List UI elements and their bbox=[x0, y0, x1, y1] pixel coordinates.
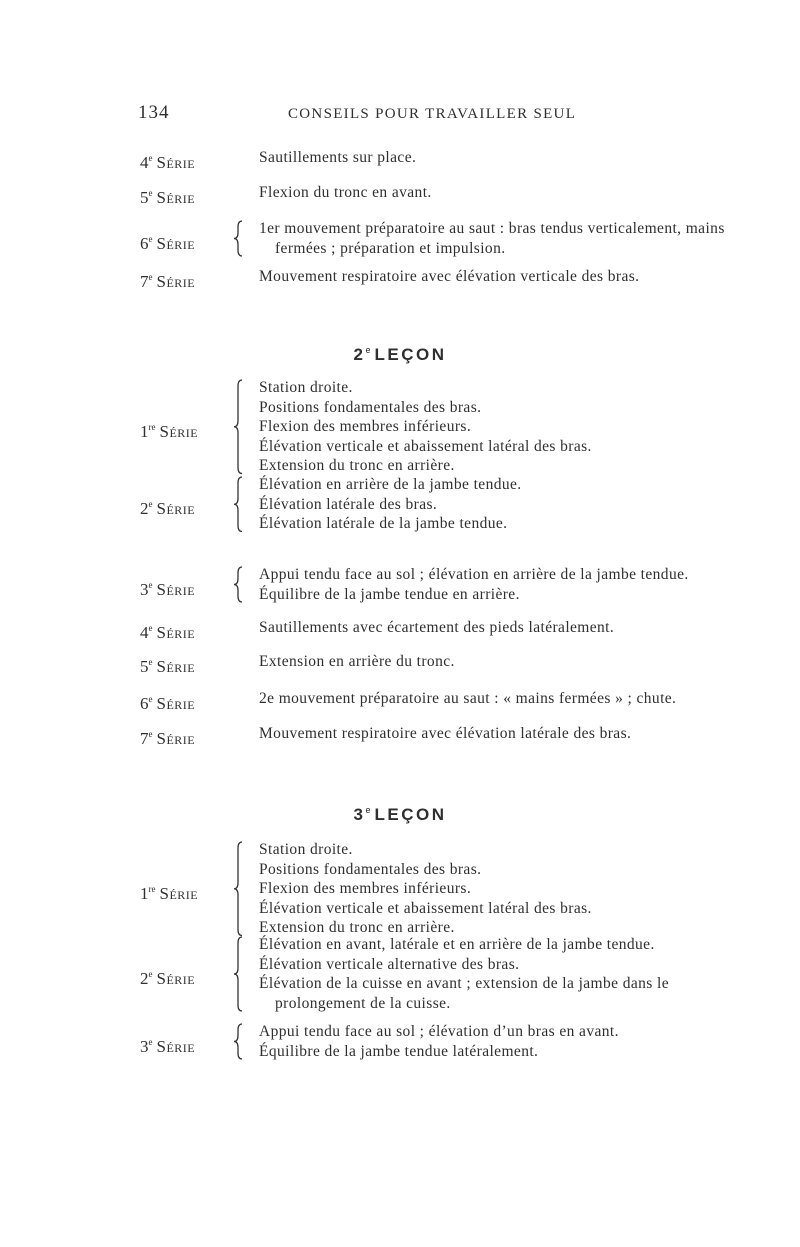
serie-word: Série bbox=[156, 969, 196, 988]
serie-ordinal: e bbox=[148, 656, 153, 667]
serie-label bbox=[140, 652, 250, 677]
serie-word: Série bbox=[156, 152, 196, 172]
lesson-number: 3 bbox=[353, 805, 366, 824]
exercise-line: Élévation verticale et abaissement latéral des bras. bbox=[259, 437, 592, 455]
serie-ordinal: e bbox=[148, 728, 153, 739]
exercise-line: Extension du tronc en arrière. bbox=[259, 457, 455, 474]
running-title: CONSEILS POUR TRAVAILLER SEUL bbox=[288, 106, 577, 122]
exercise-line: Élévation en avant, latérale et en arrière de la jambe tendue. bbox=[259, 936, 655, 953]
exercise-lines bbox=[259, 689, 779, 709]
serie-word: Série bbox=[156, 187, 196, 207]
serie-label bbox=[140, 689, 250, 714]
exercise-lines bbox=[259, 840, 779, 938]
page-number: 134 bbox=[138, 102, 170, 123]
brace-icon bbox=[232, 378, 244, 476]
serie-word: Série bbox=[156, 499, 196, 519]
exercise-line: Équilibre de la jambe tendue latéralement. bbox=[259, 1042, 539, 1060]
exercise-lines bbox=[259, 378, 779, 476]
exercise-lines bbox=[259, 565, 779, 604]
exercise-line: 2e mouvement préparatoire au saut : « mains fermées » ; chute. bbox=[259, 690, 677, 707]
serie-ordinal: e bbox=[148, 969, 153, 979]
brace-icon bbox=[232, 219, 244, 258]
brace-icon bbox=[232, 1022, 244, 1061]
brace-icon bbox=[232, 935, 244, 1013]
exercise-lines bbox=[259, 475, 779, 534]
serie-ordinal: e bbox=[148, 579, 153, 590]
lesson-ordinal: e bbox=[365, 805, 371, 815]
exercise-line: Station droite. bbox=[259, 841, 353, 858]
serie-number: 6 bbox=[140, 233, 149, 253]
serie-ordinal: e bbox=[148, 187, 153, 198]
serie-word: Série bbox=[156, 271, 196, 291]
serie-word: Série bbox=[156, 1036, 196, 1056]
serie-number: 5 bbox=[140, 187, 149, 207]
serie-number: 1 bbox=[140, 421, 149, 441]
serie-ordinal: e bbox=[148, 233, 153, 244]
exercise-line: Élévation de la cuisse en avant ; extension de la jambe dans le bbox=[259, 975, 669, 992]
exercise-line: Flexion des membres inférieurs. bbox=[259, 880, 472, 897]
serie-word: Série bbox=[156, 579, 196, 599]
serie-word: Série bbox=[156, 233, 196, 253]
serie-label bbox=[140, 267, 250, 292]
page-header bbox=[0, 102, 800, 126]
exercise-line: Élévation en arrière de la jambe tendue. bbox=[259, 476, 522, 493]
serie-number: 4 bbox=[140, 152, 149, 172]
exercise-line: Mouvement respiratoire avec élévation verticale des bras. bbox=[259, 268, 640, 285]
lesson-number: 2 bbox=[353, 345, 366, 364]
exercise-lines bbox=[259, 652, 779, 672]
brace-icon bbox=[232, 840, 244, 938]
brace-icon bbox=[232, 565, 244, 604]
exercise-line: Positions fondamentales des bras. bbox=[259, 398, 482, 416]
exercise-lines bbox=[259, 219, 779, 258]
exercise-line: Sautillements avec écartement des pieds latéralement. bbox=[259, 619, 615, 636]
serie-word: Série bbox=[159, 883, 199, 903]
exercise-line: fermées ; préparation et impulsion. bbox=[275, 239, 506, 257]
serie-ordinal: e bbox=[148, 622, 153, 633]
exercise-lines bbox=[259, 267, 779, 287]
exercise-line: Élévation verticale et abaissement latéral des bras. bbox=[259, 899, 592, 917]
lesson-word: LEÇON bbox=[374, 345, 447, 364]
serie-word: Série bbox=[156, 656, 196, 676]
serie-number: 6 bbox=[140, 693, 149, 713]
exercise-lines bbox=[259, 935, 779, 1013]
exercise-line: Extension en arrière du tronc. bbox=[259, 653, 455, 670]
serie-number: 4 bbox=[140, 622, 149, 642]
exercise-line: Appui tendu face au sol ; élévation d’un bras en avant. bbox=[259, 1023, 619, 1040]
brace-icon bbox=[232, 475, 244, 534]
serie-number: 2 bbox=[140, 969, 149, 988]
serie-number: 3 bbox=[140, 1036, 149, 1056]
serie-ordinal: re bbox=[148, 883, 156, 894]
serie-label bbox=[140, 724, 250, 749]
exercise-line: Équilibre de la jambe tendue en arrière. bbox=[259, 585, 520, 603]
serie-ordinal: e bbox=[148, 271, 153, 282]
lesson-word: LEÇON bbox=[374, 805, 447, 824]
exercise-line: prolongement de la cuisse. bbox=[275, 994, 451, 1012]
serie-number: 2 bbox=[140, 499, 149, 519]
exercise-line: 1er mouvement préparatoire au saut : bras tendus verticalement, mains bbox=[259, 220, 725, 237]
serie-number: 7 bbox=[140, 728, 149, 748]
exercise-lines bbox=[259, 1022, 779, 1061]
exercise-lines bbox=[259, 148, 779, 168]
lesson-ordinal: e bbox=[365, 345, 371, 355]
exercise-line: Appui tendu face au sol ; élévation en arrière de la jambe tendue. bbox=[259, 566, 689, 583]
serie-word: Série bbox=[156, 622, 196, 642]
exercise-line: Flexion des membres inférieurs. bbox=[259, 418, 472, 435]
serie-label bbox=[140, 618, 250, 643]
exercise-line: Sautillements sur place. bbox=[259, 149, 417, 166]
serie-label bbox=[140, 183, 250, 208]
serie-number: 7 bbox=[140, 271, 149, 291]
exercise-line: Élévation latérale des bras. bbox=[259, 495, 438, 513]
serie-word: Série bbox=[159, 421, 199, 441]
serie-ordinal: e bbox=[148, 1036, 153, 1047]
exercise-lines bbox=[259, 724, 779, 744]
exercise-line: Extension du tronc en arrière. bbox=[259, 919, 455, 936]
serie-ordinal: e bbox=[148, 152, 153, 163]
exercise-line: Élévation verticale alternative des bras. bbox=[259, 955, 520, 973]
serie-ordinal: re bbox=[148, 421, 156, 432]
serie-label bbox=[140, 148, 250, 173]
exercise-line: Flexion du tronc en avant. bbox=[259, 184, 432, 201]
exercise-line: Élévation latérale de la jambe tendue. bbox=[259, 515, 508, 532]
serie-number: 1 bbox=[140, 883, 149, 903]
exercise-line: Positions fondamentales des bras. bbox=[259, 860, 482, 878]
exercise-line: Mouvement respiratoire avec élévation latérale des bras. bbox=[259, 725, 632, 742]
exercise-lines bbox=[259, 183, 779, 203]
exercise-line: Station droite. bbox=[259, 379, 353, 396]
serie-ordinal: e bbox=[148, 499, 153, 510]
exercise-lines bbox=[259, 618, 779, 638]
lesson-title bbox=[0, 805, 800, 825]
serie-number: 5 bbox=[140, 656, 149, 676]
serie-ordinal: e bbox=[148, 693, 153, 704]
lesson-title bbox=[0, 345, 800, 365]
serie-word: Série bbox=[156, 693, 196, 713]
serie-word: Série bbox=[156, 728, 196, 748]
serie-number: 3 bbox=[140, 579, 149, 599]
